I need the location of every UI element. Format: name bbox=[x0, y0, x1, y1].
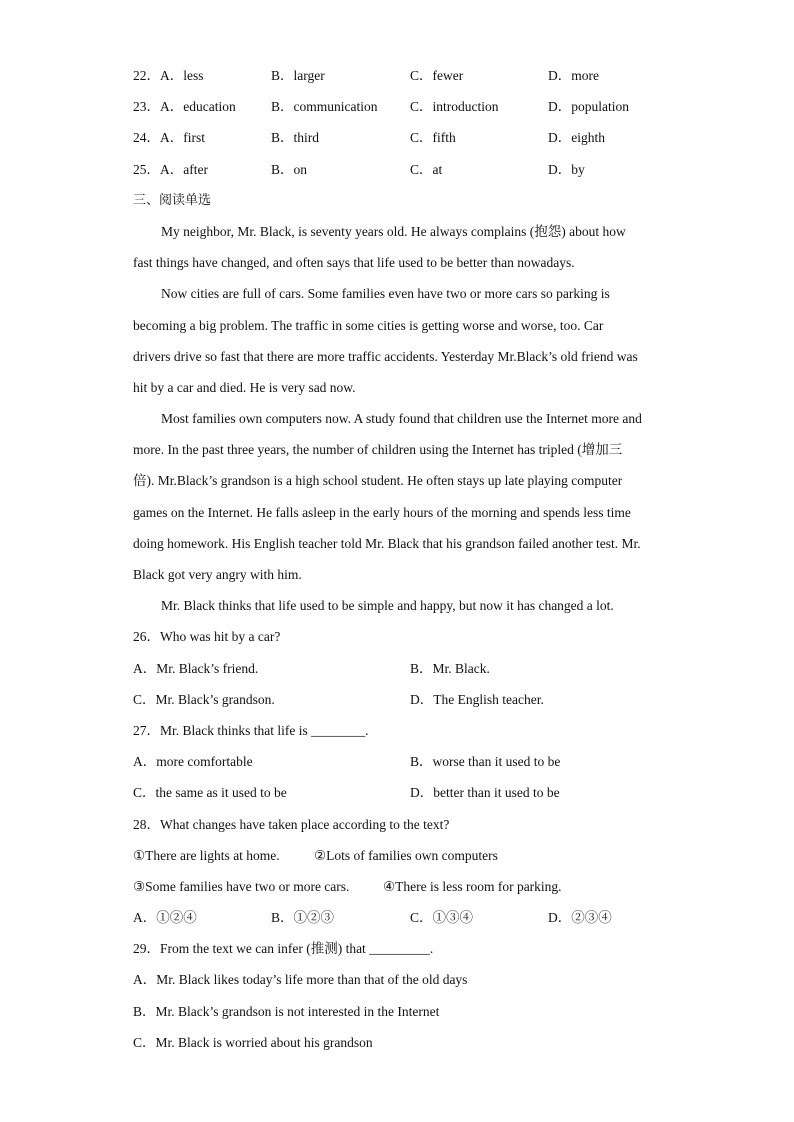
option-a: A．①②④ bbox=[133, 910, 197, 926]
passage-line: more. In the past three years, the number of children using the Internet has tripled (增加三 bbox=[133, 442, 623, 458]
question-26-options-row1 bbox=[133, 653, 673, 684]
question-number: 22． bbox=[133, 68, 160, 83]
exam-page bbox=[133, 60, 673, 1058]
option-c: C．the same as it used to be bbox=[133, 785, 287, 801]
option-c: C．Mr. Black’s grandson. bbox=[133, 691, 275, 707]
option-a-text: A．first bbox=[160, 130, 205, 146]
passage-line: 倍). Mr.Black’s grandson is a high school student. He often stays up late playing computer bbox=[133, 473, 623, 489]
passage-line: Black got very angry with him. bbox=[133, 567, 302, 582]
question-23 bbox=[133, 91, 673, 122]
passage-line: drivers drive so fast that there are more traffic accidents. Yesterday Mr.Black’s old friend was bbox=[133, 348, 638, 364]
question-number: 23． bbox=[133, 99, 160, 115]
option-d: D．by bbox=[548, 161, 585, 177]
option-a bbox=[133, 60, 204, 91]
passage-line: becoming a big problem. The traffic in some cities is getting worse and worse, too. Car bbox=[133, 317, 604, 333]
option-d: D．The English teacher. bbox=[410, 691, 544, 707]
question-22 bbox=[133, 60, 673, 91]
option-a bbox=[133, 91, 236, 122]
section-title: 三、阅读单选 bbox=[133, 192, 212, 208]
option-a: A．more comfortable bbox=[133, 754, 253, 770]
passage-line: My neighbor, Mr. Black, is seventy years old. He always complains (抱怨) about how bbox=[161, 223, 626, 239]
passage-line: doing homework. His English teacher told Mr. Black that his grandson failed another test. Mr. bbox=[133, 535, 641, 551]
option-b: B．worse than it used to be bbox=[410, 754, 561, 770]
option-a-text: A．less bbox=[160, 68, 204, 83]
question-28-stem: 28．What changes have taken place according to the text? bbox=[133, 816, 450, 832]
option-b: B．①②③ bbox=[271, 910, 335, 926]
option-a bbox=[133, 154, 208, 185]
passage-line: games on the Internet. He falls asleep in the early hours of the morning and spends less time bbox=[133, 504, 631, 520]
question-28-options bbox=[133, 902, 673, 933]
option-b: B．communication bbox=[271, 99, 378, 115]
option-c: C．Mr. Black is worried about his grandson bbox=[133, 1034, 373, 1050]
question-number: 24． bbox=[133, 130, 160, 146]
option-b: B．Mr. Black. bbox=[410, 660, 490, 676]
question-28-statements-row1 bbox=[133, 840, 673, 871]
question-28-statements-row2 bbox=[133, 871, 673, 902]
option-d: D．②③④ bbox=[548, 910, 612, 926]
option-c: C．①③④ bbox=[410, 910, 474, 926]
option-d: D．population bbox=[548, 99, 629, 115]
statement-2: ②Lots of families own computers bbox=[314, 847, 498, 863]
statement-1: ①There are lights at home. bbox=[133, 847, 280, 863]
option-a: A．Mr. Black likes today’s life more than that of the old days bbox=[133, 972, 468, 988]
option-c: C．fewer bbox=[410, 68, 464, 83]
option-d: D．better than it used to be bbox=[410, 785, 560, 801]
passage-line: Now cities are full of cars. Some families even have two or more cars so parking is bbox=[161, 286, 610, 302]
option-a bbox=[133, 122, 205, 153]
option-a: A．Mr. Black’s friend. bbox=[133, 660, 259, 676]
option-a-text: A．education bbox=[160, 99, 236, 115]
option-b: B．third bbox=[271, 130, 320, 146]
question-24 bbox=[133, 122, 673, 153]
question-26-stem: 26．Who was hit by a car? bbox=[133, 629, 281, 645]
question-27-options-row2 bbox=[133, 777, 673, 808]
option-c: C．fifth bbox=[410, 130, 456, 146]
statement-4: ④There is less room for parking. bbox=[383, 878, 562, 894]
option-b: B．Mr. Black’s grandson is not interested in the Internet bbox=[133, 1003, 440, 1019]
option-c: C．at bbox=[410, 161, 443, 177]
statement-3: ③Some families have two or more cars. bbox=[133, 878, 350, 894]
passage-line: Most families own computers now. A study found that children use the Internet more and bbox=[161, 411, 642, 427]
option-d: D．eighth bbox=[548, 130, 605, 146]
passage-line: Mr. Black thinks that life used to be simple and happy, but now it has changed a lot. bbox=[161, 598, 614, 614]
passage-line: fast things have changed, and often says that life used to be better than nowadays. bbox=[133, 255, 575, 271]
option-b: B．on bbox=[271, 161, 308, 177]
option-b: B．larger bbox=[271, 68, 325, 83]
question-number: 25． bbox=[133, 161, 160, 177]
option-d: D．more bbox=[548, 68, 599, 83]
question-25 bbox=[133, 154, 673, 185]
option-a-text: A．after bbox=[160, 161, 208, 177]
question-27-options-row1 bbox=[133, 746, 673, 777]
passage-line: hit by a car and died. He is very sad now. bbox=[133, 379, 356, 395]
option-c: C．introduction bbox=[410, 99, 499, 115]
question-29-stem: 29．From the text we can infer (推测) that _________. bbox=[133, 941, 434, 957]
question-27-stem: 27．Mr. Black thinks that life is ________. bbox=[133, 722, 369, 738]
question-26-options-row2 bbox=[133, 684, 673, 715]
